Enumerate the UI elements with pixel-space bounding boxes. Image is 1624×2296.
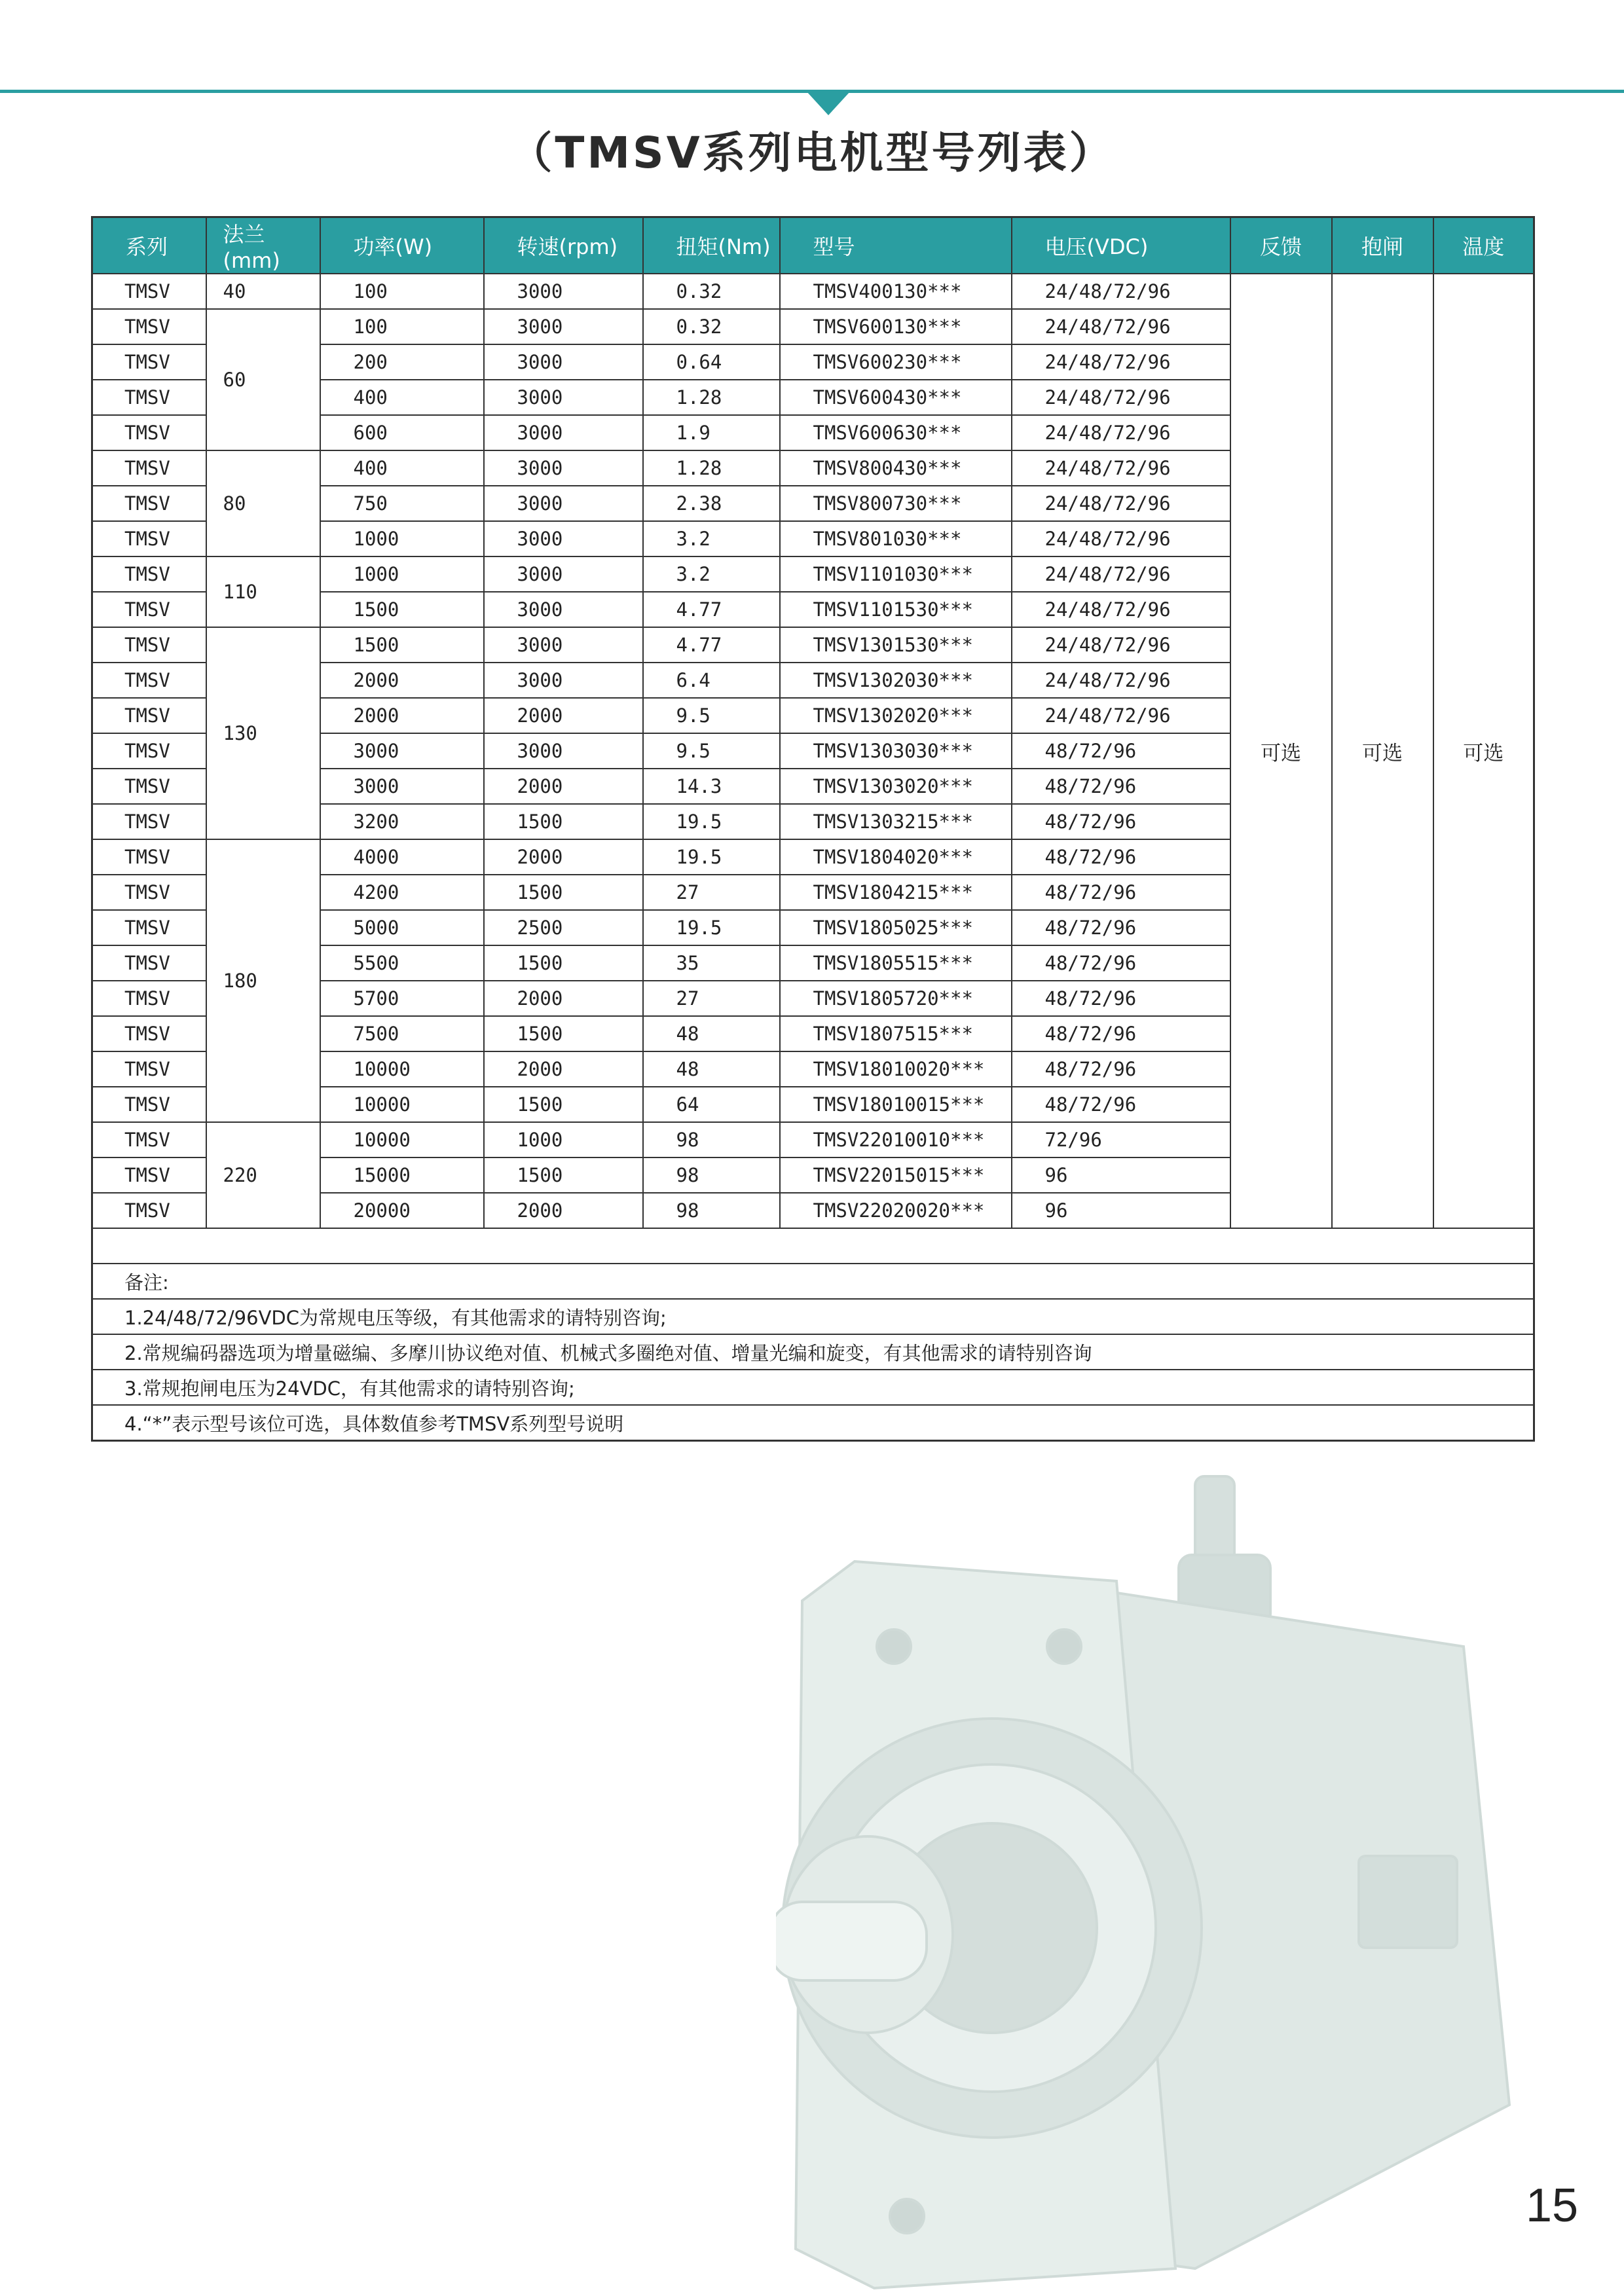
cell-speed: 3000 — [484, 415, 643, 450]
header-torque: 扭矩(Nm) — [643, 217, 780, 274]
cell-flange: 60 — [206, 309, 320, 450]
cell-flange: 180 — [206, 839, 320, 1122]
cell-torque: 14.3 — [643, 769, 780, 804]
cell-torque: 98 — [643, 1122, 780, 1157]
cell-series: TMSV — [92, 1193, 206, 1228]
cell-power: 5500 — [320, 945, 484, 981]
cell-series: TMSV — [92, 415, 206, 450]
note-text: 1.24/48/72/96VDC为常规电压等级，有其他需求的请特别咨询; — [92, 1299, 1534, 1334]
note-row — [92, 1405, 1534, 1441]
cell-speed: 1500 — [484, 1087, 643, 1122]
page-number: 15 — [1526, 2179, 1579, 2232]
header-series: 系列 — [92, 217, 206, 274]
cell-speed: 1500 — [484, 1157, 643, 1193]
cell-power: 750 — [320, 486, 484, 521]
cell-speed: 2500 — [484, 910, 643, 945]
servo-motor-image — [776, 1450, 1581, 2295]
cell-voltage: 24/48/72/96 — [1012, 521, 1230, 556]
cell-voltage: 24/48/72/96 — [1012, 380, 1230, 415]
cell-voltage: 48/72/96 — [1012, 945, 1230, 981]
cell-speed: 3000 — [484, 592, 643, 627]
cell-power: 1500 — [320, 627, 484, 663]
cell-model: TMSV1805720*** — [780, 981, 1012, 1016]
cell-series: TMSV — [92, 344, 206, 380]
cell-series: TMSV — [92, 274, 206, 309]
cell-model: TMSV1805515*** — [780, 945, 1012, 981]
cell-series: TMSV — [92, 380, 206, 415]
cell-power: 600 — [320, 415, 484, 450]
cell-voltage: 24/48/72/96 — [1012, 450, 1230, 486]
cell-power: 10000 — [320, 1087, 484, 1122]
cell-power: 4000 — [320, 839, 484, 875]
note-text: 3.常规抱闸电压为24VDC，有其他需求的请特别咨询; — [92, 1370, 1534, 1405]
cell-series: TMSV — [92, 1051, 206, 1087]
cell-series: TMSV — [92, 875, 206, 910]
cell-torque: 64 — [643, 1087, 780, 1122]
header-power: 功率(W) — [320, 217, 484, 274]
cell-voltage: 48/72/96 — [1012, 804, 1230, 839]
cell-voltage: 48/72/96 — [1012, 910, 1230, 945]
cell-model: TMSV18010020*** — [780, 1051, 1012, 1087]
cell-power: 3000 — [320, 769, 484, 804]
cell-voltage: 48/72/96 — [1012, 1016, 1230, 1051]
cell-voltage: 48/72/96 — [1012, 1051, 1230, 1087]
cell-speed: 1500 — [484, 1016, 643, 1051]
cell-series: TMSV — [92, 663, 206, 698]
cell-speed: 3000 — [484, 309, 643, 344]
cell-voltage: 24/48/72/96 — [1012, 627, 1230, 663]
cell-torque: 48 — [643, 1051, 780, 1087]
blank-cell — [92, 1228, 1534, 1264]
cell-speed: 2000 — [484, 769, 643, 804]
cell-model: TMSV600130*** — [780, 309, 1012, 344]
cell-voltage: 24/48/72/96 — [1012, 344, 1230, 380]
cell-flange: 220 — [206, 1122, 320, 1228]
cell-torque: 2.38 — [643, 486, 780, 521]
cell-speed: 3000 — [484, 486, 643, 521]
cell-voltage: 24/48/72/96 — [1012, 556, 1230, 592]
cell-speed: 1500 — [484, 875, 643, 910]
cell-power: 7500 — [320, 1016, 484, 1051]
table-header-row — [92, 217, 1534, 274]
cell-speed: 1000 — [484, 1122, 643, 1157]
cell-brake-optional: 可选 — [1332, 274, 1433, 1228]
cell-torque: 19.5 — [643, 804, 780, 839]
cell-power: 4200 — [320, 875, 484, 910]
cell-torque: 19.5 — [643, 839, 780, 875]
cell-voltage: 48/72/96 — [1012, 981, 1230, 1016]
cell-series: TMSV — [92, 450, 206, 486]
cell-model: TMSV1807515*** — [780, 1016, 1012, 1051]
header-speed: 转速(rpm) — [484, 217, 643, 274]
cell-speed: 3000 — [484, 450, 643, 486]
header-feedback: 反馈 — [1230, 217, 1332, 274]
cell-speed: 2000 — [484, 1051, 643, 1087]
cell-model: TMSV1101530*** — [780, 592, 1012, 627]
cell-torque: 0.64 — [643, 344, 780, 380]
cell-series: TMSV — [92, 839, 206, 875]
cell-power: 2000 — [320, 663, 484, 698]
cell-torque: 9.5 — [643, 733, 780, 769]
cell-torque: 0.32 — [643, 274, 780, 309]
cell-power: 400 — [320, 450, 484, 486]
cell-flange: 130 — [206, 627, 320, 839]
divider-notch — [807, 92, 850, 115]
cell-series: TMSV — [92, 769, 206, 804]
header-temperature: 温度 — [1433, 217, 1534, 274]
cell-power: 1000 — [320, 556, 484, 592]
cell-series: TMSV — [92, 1087, 206, 1122]
cell-speed: 3000 — [484, 380, 643, 415]
cell-power: 100 — [320, 309, 484, 344]
cell-voltage: 24/48/72/96 — [1012, 274, 1230, 309]
cell-voltage: 24/48/72/96 — [1012, 663, 1230, 698]
cell-series: TMSV — [92, 981, 206, 1016]
cell-torque: 4.77 — [643, 627, 780, 663]
cell-series: TMSV — [92, 733, 206, 769]
cell-model: TMSV1101030*** — [780, 556, 1012, 592]
cell-model: TMSV22010010*** — [780, 1122, 1012, 1157]
cell-torque: 98 — [643, 1157, 780, 1193]
note-text: 2.常规编码器选项为增量磁编、多摩川协议绝对值、机械式多圈绝对值、增量光编和旋变，有其他需求的请特别咨询 — [92, 1334, 1534, 1370]
cell-speed: 2000 — [484, 1193, 643, 1228]
cell-model: TMSV1302020*** — [780, 698, 1012, 733]
cell-series: TMSV — [92, 521, 206, 556]
cell-series: TMSV — [92, 592, 206, 627]
header-flange: 法兰(mm) — [206, 217, 320, 274]
blank-row — [92, 1228, 1534, 1264]
page-title: （TMSV系列电机型号列表） — [509, 128, 1115, 178]
note-row — [92, 1299, 1534, 1334]
cell-temperature-optional: 可选 — [1433, 274, 1534, 1228]
cell-power: 200 — [320, 344, 484, 380]
cell-feedback-optional: 可选 — [1230, 274, 1332, 1228]
cell-model: TMSV1805025*** — [780, 910, 1012, 945]
cell-torque: 3.2 — [643, 556, 780, 592]
cell-model: TMSV22020020*** — [780, 1193, 1012, 1228]
cell-speed: 3000 — [484, 627, 643, 663]
cell-model: TMSV1303215*** — [780, 804, 1012, 839]
cell-voltage: 24/48/72/96 — [1012, 486, 1230, 521]
cell-power: 5000 — [320, 910, 484, 945]
cell-series: TMSV — [92, 698, 206, 733]
cell-power: 3000 — [320, 733, 484, 769]
cell-voltage: 96 — [1012, 1157, 1230, 1193]
cell-model: TMSV800730*** — [780, 486, 1012, 521]
notes-heading: 备注: — [92, 1264, 1534, 1299]
header-voltage: 电压(VDC) — [1012, 217, 1230, 274]
cell-speed: 3000 — [484, 274, 643, 309]
note-row — [92, 1370, 1534, 1405]
cell-voltage: 48/72/96 — [1012, 839, 1230, 875]
cell-model: TMSV1301530*** — [780, 627, 1012, 663]
cell-torque: 0.32 — [643, 309, 780, 344]
cell-model: TMSV400130*** — [780, 274, 1012, 309]
cell-speed: 2000 — [484, 981, 643, 1016]
cell-series: TMSV — [92, 910, 206, 945]
cell-voltage: 24/48/72/96 — [1012, 698, 1230, 733]
cell-speed: 2000 — [484, 839, 643, 875]
cell-model: TMSV1303030*** — [780, 733, 1012, 769]
cell-power: 5700 — [320, 981, 484, 1016]
cell-torque: 1.28 — [643, 450, 780, 486]
table-row — [92, 274, 1534, 309]
cell-voltage: 48/72/96 — [1012, 1087, 1230, 1122]
cell-model: TMSV800430*** — [780, 450, 1012, 486]
cell-torque: 9.5 — [643, 698, 780, 733]
cell-model: TMSV801030*** — [780, 521, 1012, 556]
cell-model: TMSV600230*** — [780, 344, 1012, 380]
cell-voltage: 24/48/72/96 — [1012, 592, 1230, 627]
cell-model: TMSV1302030*** — [780, 663, 1012, 698]
cell-torque: 4.77 — [643, 592, 780, 627]
cell-series: TMSV — [92, 1122, 206, 1157]
cell-flange: 110 — [206, 556, 320, 627]
cell-torque: 19.5 — [643, 910, 780, 945]
cell-speed: 3000 — [484, 344, 643, 380]
cell-model: TMSV600630*** — [780, 415, 1012, 450]
cell-speed: 2000 — [484, 698, 643, 733]
cell-power: 400 — [320, 380, 484, 415]
cell-series: TMSV — [92, 309, 206, 344]
cell-voltage: 24/48/72/96 — [1012, 309, 1230, 344]
cell-speed: 3000 — [484, 521, 643, 556]
cell-speed: 3000 — [484, 556, 643, 592]
note-text: 4.“*”表示型号该位可选，具体数值参考TMSV系列型号说明 — [92, 1405, 1534, 1441]
cell-power: 10000 — [320, 1122, 484, 1157]
cell-voltage: 48/72/96 — [1012, 875, 1230, 910]
cell-power: 2000 — [320, 698, 484, 733]
cell-torque: 6.4 — [643, 663, 780, 698]
cell-series: TMSV — [92, 556, 206, 592]
cell-power: 1500 — [320, 592, 484, 627]
note-row — [92, 1264, 1534, 1299]
cell-torque: 1.28 — [643, 380, 780, 415]
cell-model: TMSV18010015*** — [780, 1087, 1012, 1122]
cell-series: TMSV — [92, 945, 206, 981]
cell-model: TMSV22015015*** — [780, 1157, 1012, 1193]
cell-power: 20000 — [320, 1193, 484, 1228]
cell-torque: 48 — [643, 1016, 780, 1051]
spec-table — [91, 216, 1535, 1442]
cell-model: TMSV1303020*** — [780, 769, 1012, 804]
cell-model: TMSV1804020*** — [780, 839, 1012, 875]
cell-power: 1000 — [320, 521, 484, 556]
cell-speed: 3000 — [484, 663, 643, 698]
cell-voltage: 72/96 — [1012, 1122, 1230, 1157]
cell-power: 15000 — [320, 1157, 484, 1193]
cell-flange: 80 — [206, 450, 320, 556]
cell-speed: 1500 — [484, 804, 643, 839]
cell-series: TMSV — [92, 486, 206, 521]
cell-model: TMSV600430*** — [780, 380, 1012, 415]
cell-power: 100 — [320, 274, 484, 309]
cell-torque: 3.2 — [643, 521, 780, 556]
cell-voltage: 96 — [1012, 1193, 1230, 1228]
cell-series: TMSV — [92, 804, 206, 839]
cell-flange: 40 — [206, 274, 320, 309]
header-model: 型号 — [780, 217, 1012, 274]
cell-voltage: 48/72/96 — [1012, 733, 1230, 769]
cell-speed: 1500 — [484, 945, 643, 981]
cell-power: 3200 — [320, 804, 484, 839]
cell-series: TMSV — [92, 1016, 206, 1051]
cell-torque: 1.9 — [643, 415, 780, 450]
cell-series: TMSV — [92, 1157, 206, 1193]
cell-voltage: 48/72/96 — [1012, 769, 1230, 804]
header-brake: 抱闸 — [1332, 217, 1433, 274]
cell-model: TMSV1804215*** — [780, 875, 1012, 910]
cell-torque: 98 — [643, 1193, 780, 1228]
note-row — [92, 1334, 1534, 1370]
cell-voltage: 24/48/72/96 — [1012, 415, 1230, 450]
cell-series: TMSV — [92, 627, 206, 663]
cell-torque: 27 — [643, 875, 780, 910]
cell-torque: 27 — [643, 981, 780, 1016]
spec-table-body — [92, 274, 1534, 1441]
cell-power: 10000 — [320, 1051, 484, 1087]
cell-torque: 35 — [643, 945, 780, 981]
cell-speed: 3000 — [484, 733, 643, 769]
